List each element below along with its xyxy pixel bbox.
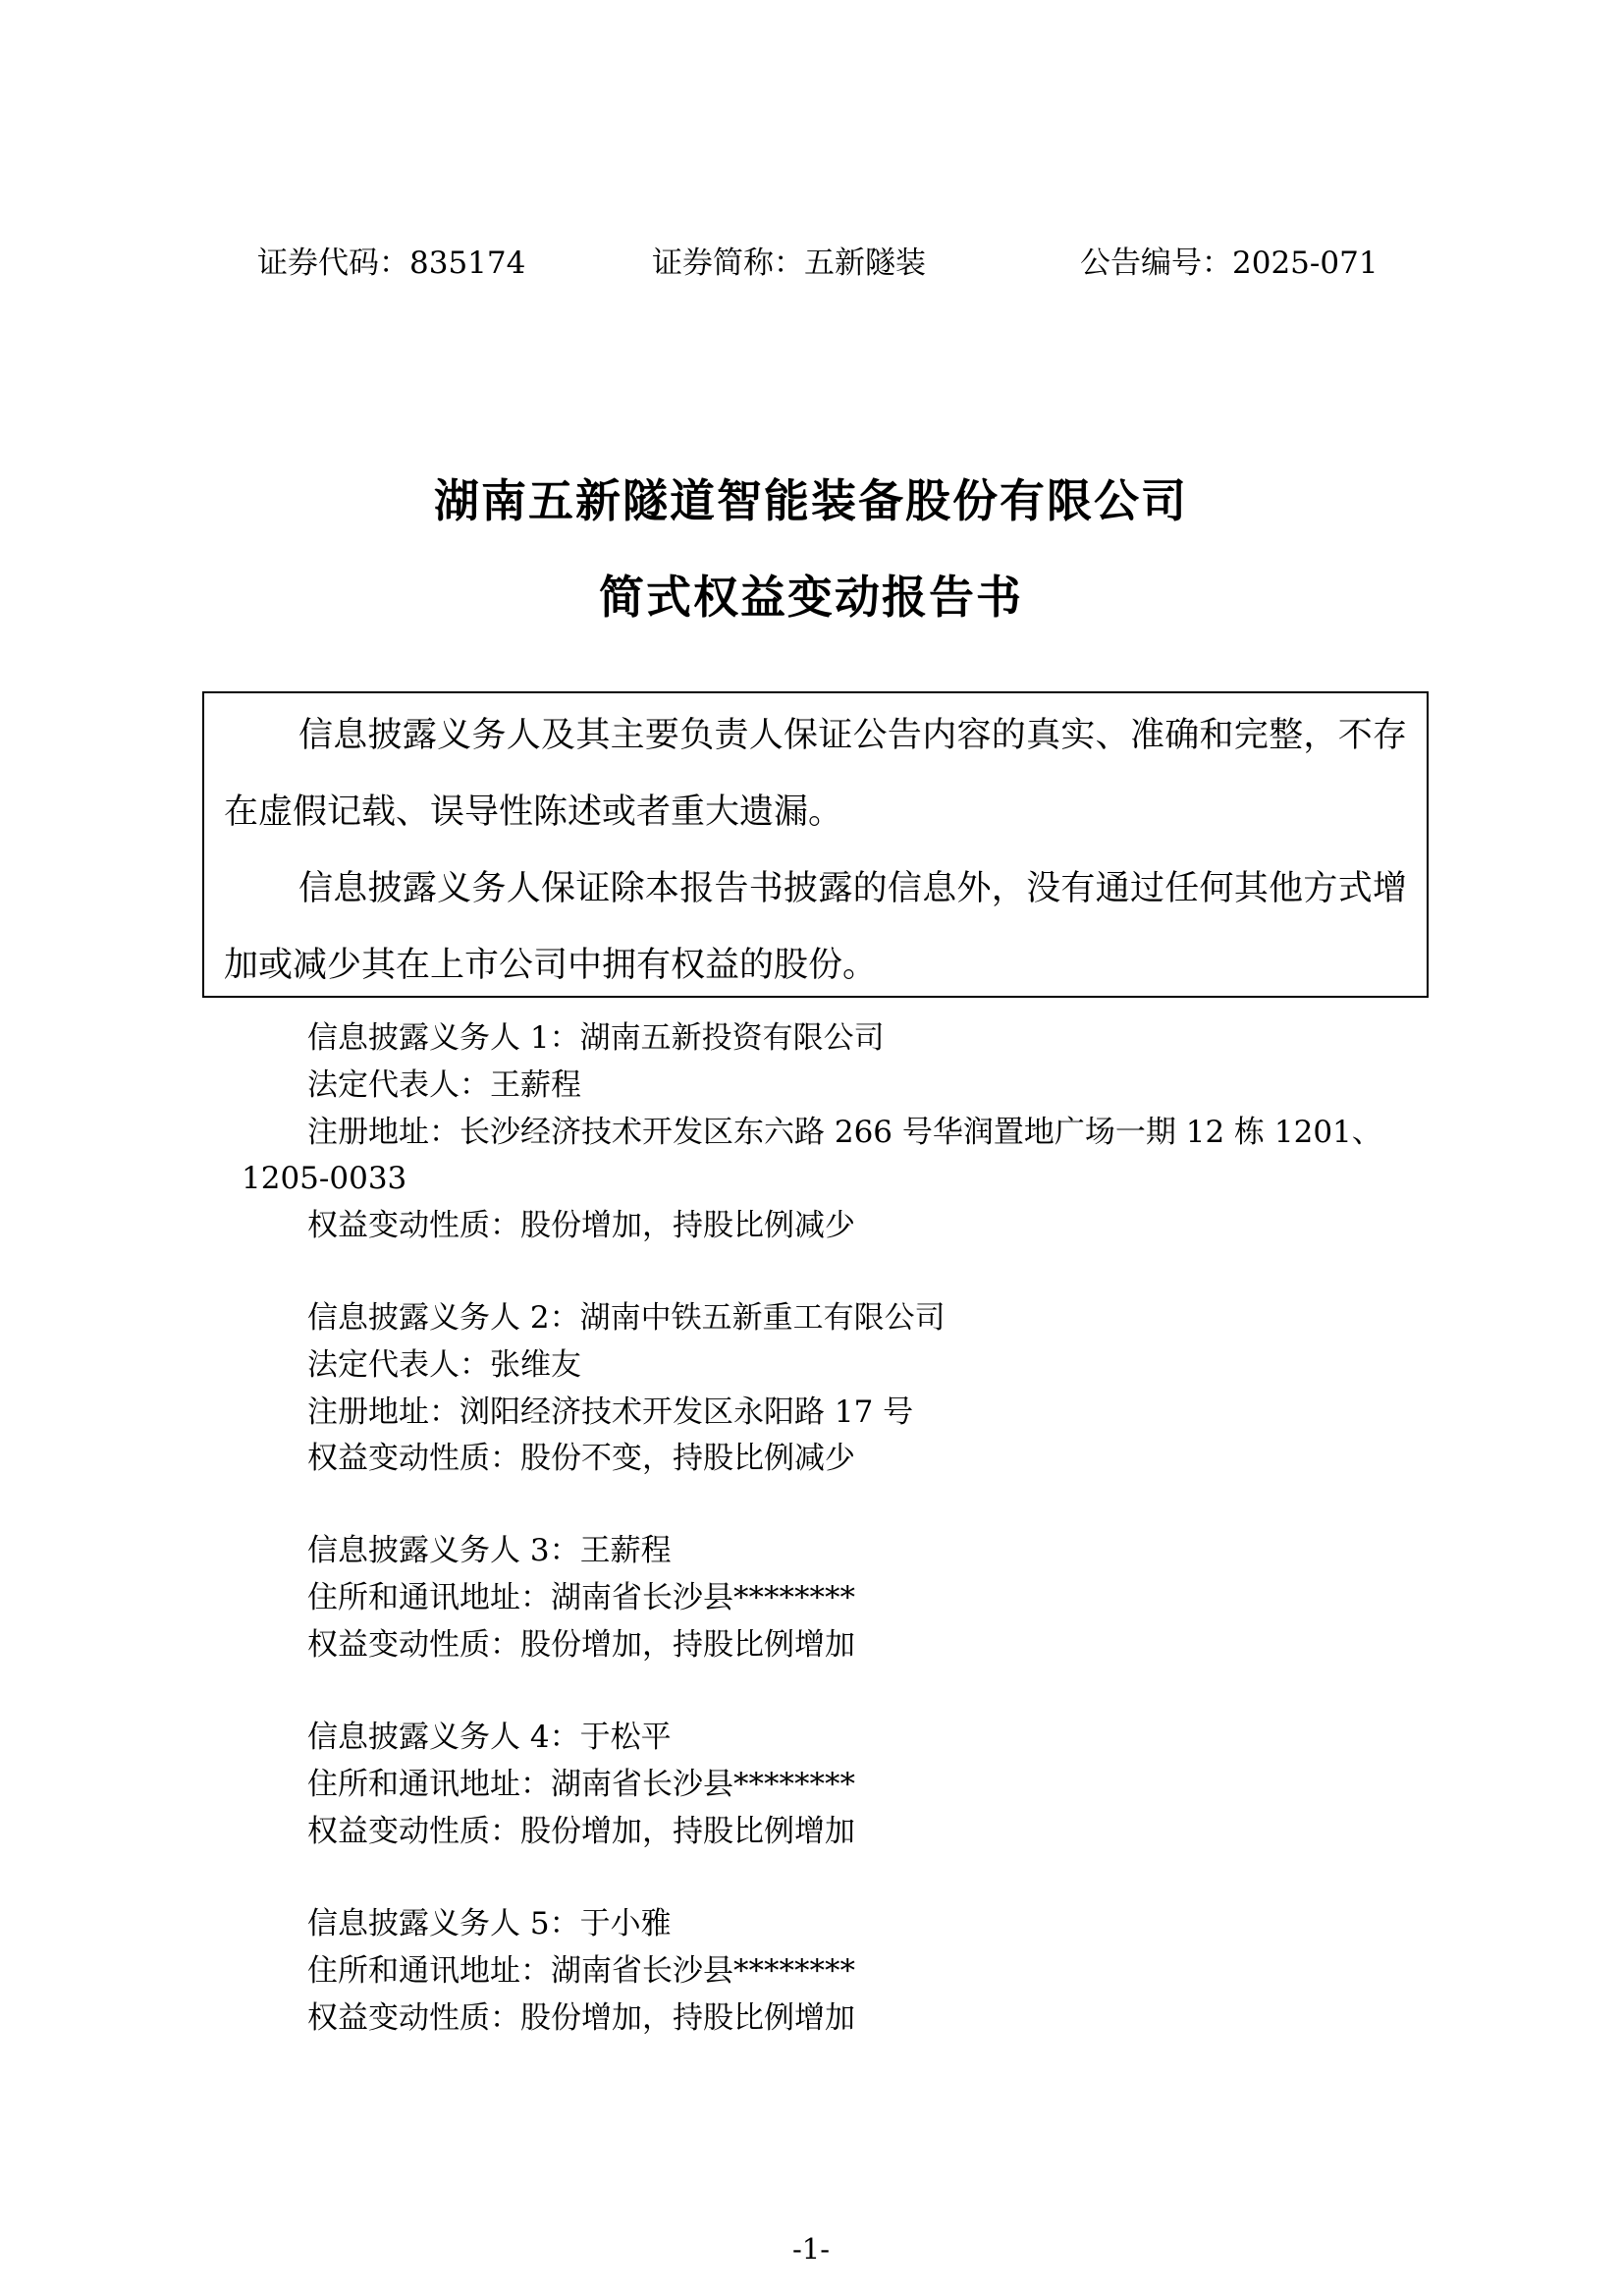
party-4-change-nature: 权益变动性质：股份增加，持股比例增加 (307, 1814, 855, 1849)
party-2-representative: 法定代表人：张维友 (307, 1347, 581, 1383)
party-5-name: 信息披露义务人 5：于小雅 (307, 1906, 672, 1941)
announcement-number: 公告编号：2025-071 (1080, 246, 1379, 281)
page-number: -1- (791, 2232, 831, 2266)
announcement-header (0, 242, 1622, 285)
party-3-address: 住所和通讯地址：湖南省长沙县******** (307, 1580, 855, 1615)
security-code: 证券代码：835174 (257, 246, 526, 281)
party-5-address: 住所和通讯地址：湖南省长沙县******** (307, 1953, 855, 1989)
party-2-change-nature: 权益变动性质：股份不变，持股比例减少 (307, 1441, 855, 1476)
party-2-name: 信息披露义务人 2：湖南中铁五新重工有限公司 (307, 1300, 946, 1336)
notice-paragraph-1: 信息披露义务人及其主要负责人保证公告内容的真实、准确和完整，不存在虚假记载、误导性陈述或者重大遗漏。 (224, 716, 1407, 832)
party-1-address-continued: 1205-0033 (242, 1161, 407, 1196)
party-4-name: 信息披露义务人 4：于松平 (307, 1720, 672, 1755)
security-abbreviation: 证券简称：五新隧装 (652, 246, 926, 281)
report-title: 简式权益变动报告书 (599, 571, 1023, 624)
company-title: 湖南五新隧道智能装备股份有限公司 (434, 474, 1188, 527)
party-1-address: 注册地址：长沙经济技术开发区东六路 266 号华润置地广场一期 12 栋 1201、 (307, 1115, 1382, 1150)
party-3-change-nature: 权益变动性质：股份增加，持股比例增加 (307, 1627, 855, 1663)
party-4-address: 住所和通讯地址：湖南省长沙县******** (307, 1767, 855, 1802)
party-3-name: 信息披露义务人 3：王薪程 (307, 1533, 672, 1568)
party-1-representative: 法定代表人：王薪程 (307, 1067, 581, 1103)
party-2-address: 注册地址：浏阳经济技术开发区永阳路 17 号 (307, 1394, 914, 1430)
notice-paragraph-2: 信息披露义务人保证除本报告书披露的信息外，没有通过任何其他方式增加或减少其在上市公司中拥有权益的股份。 (224, 869, 1407, 985)
party-1-change-nature: 权益变动性质：股份增加，持股比例减少 (307, 1208, 855, 1243)
party-5-change-nature: 权益变动性质：股份增加，持股比例增加 (307, 2000, 855, 2036)
party-1-name: 信息披露义务人 1：湖南五新投资有限公司 (307, 1020, 885, 1056)
disclosure-notice-box (202, 691, 1429, 998)
